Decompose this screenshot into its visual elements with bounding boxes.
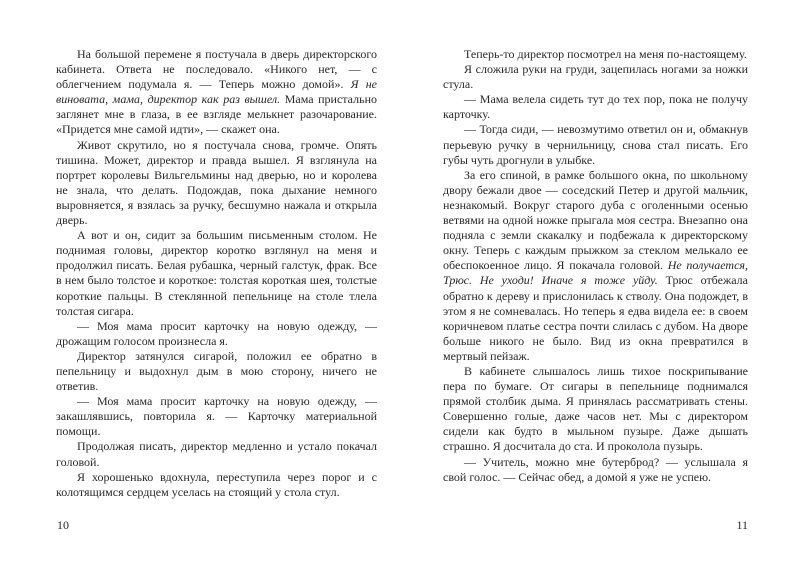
paragraph [56, 470, 377, 500]
text-run: Теперь-то директор посмотрел на меня по-настоящему. [464, 47, 747, 61]
text-run: Я сложила руки на груди, зацепилась ногами за ножки стула. [443, 62, 748, 92]
text-run: В кабинете слышалось лишь тихое поскрипывание пера по бумаге. От сигары в пепельнице поднимался прямой столбик дыма. Я принялась рассматривать стены. Совершенно голые, даже часов нет. Мы с директором сидели как будто в мыльном пузыре. Даже дышать страшно. Я досчитала до ста. И проколола пузырь. [443, 363, 748, 454]
page-text-column [56, 47, 377, 500]
text-run: Я хорошенько вдохнула, переступила через порог и с колотящимся сердцем уселась на стоящий у стола стул. [56, 469, 377, 499]
book-page-right [400, 0, 800, 567]
paragraph [56, 349, 377, 394]
italic-text-run: Не получается, Трюс. Не уходи! Иначе я тоже уйду. [443, 258, 748, 288]
paragraph [56, 439, 377, 469]
paragraph [56, 138, 377, 229]
italic-text-run: Я не виновата, мама, директор как раз вышел. [56, 77, 377, 107]
text-run: — Мама велела сидеть тут до тех пор, пока не получу карточку. [443, 92, 748, 122]
paragraph [56, 319, 377, 349]
page-number: 11 [736, 518, 748, 532]
paragraph [443, 62, 748, 92]
page-number: 10 [57, 518, 69, 532]
text-run: — Моя мама просит карточку на новую одежду, — дрожащим голосом произнесла я. [56, 318, 377, 348]
paragraph [443, 168, 748, 364]
paragraph [56, 47, 377, 138]
paragraph [443, 455, 748, 485]
text-run: Трюс отбежала обратно к дереву и прислонилась к стволу. Она подождет, в этом я не сомневалась. Но теперь я едва видела ее: в своем коричневом платье сестра почти слилась с дубом. На дворе больше никого не было. Вид из окна превратился в мертвый пейзаж. [443, 273, 748, 363]
text-run: А вот и он, сидит за большим письменным столом. Не поднимая головы, директор коротко взглянул на меня и продолжил писать. Белая рубашка, черный галстук, фрак. Все в нем было толстое и короткое: толстая короткая шея, толстые короткие пальцы. В стеклянной пепельнице на столе тлела толстая сигара. [56, 228, 377, 318]
paragraph [56, 228, 377, 319]
paragraph [443, 92, 748, 122]
text-run: Живот скрутило, но я постучала снова, громче. Опять тишина. Может, директор и правда вышел. Я взглянула на портрет королевы Вильгельмины над дверью, но и королева не знала, что делать. Подождав, пока дыхание немного выровняется, я взялась за ручку, бесшумно нажала и открыла дверь. [56, 137, 377, 228]
paragraph [56, 394, 377, 439]
paragraph [443, 122, 748, 167]
text-run: За его спиной, в рамке большого окна, по школьному двору бежали двое — соседский Петер и другой мальчик, незнакомый. Вокруг старого дуба с оголенными осенью ветвями на одной ножке прыгала моя сестра. Внезапно она подняла с земли скакалку и подбежала к директорскому окну. Теперь с каждым прыжком за стеклом мелькало ее обеспокоенное лицо. Я покачала головой. [443, 167, 748, 273]
page-text-column [443, 47, 748, 485]
text-run: — Учитель, можно мне бутерброд? — услышала я свой голос. — Сейчас обед, а домой я уже не успею. [443, 454, 748, 484]
text-run: — Моя мама просит карточку на новую одежду, — закашлявшись, повторила я. — Карточку материальной помощи. [56, 394, 377, 439]
paragraph [443, 364, 748, 455]
text-run: Продолжая писать, директор медленно и устало покачал головой. [56, 439, 377, 469]
text-run: Директор затянулся сигарой, положил ее обратно в пепельницу и выдохнул дым в мою сторону, ничего не ответив. [56, 348, 377, 394]
paragraph [443, 47, 748, 62]
text-run: На большой перемене я постучала в дверь директорского кабинета. Ответа не последовало. «Никого нет, — с облегчением подумала я. — Теперь можно домой». [56, 47, 377, 92]
text-run: Мама пристально заглянет мне в глаза, в ее взгляде мелькнет разочарование. «Придется мне самой идти», — скажет она. [56, 92, 377, 137]
text-run: — Тогда сиди, — невозмутимо ответил он и, обмакнув перьевую ручку в чернильницу, снова стал писать. Его губы чуть дрогнули в улыбке. [443, 122, 748, 167]
